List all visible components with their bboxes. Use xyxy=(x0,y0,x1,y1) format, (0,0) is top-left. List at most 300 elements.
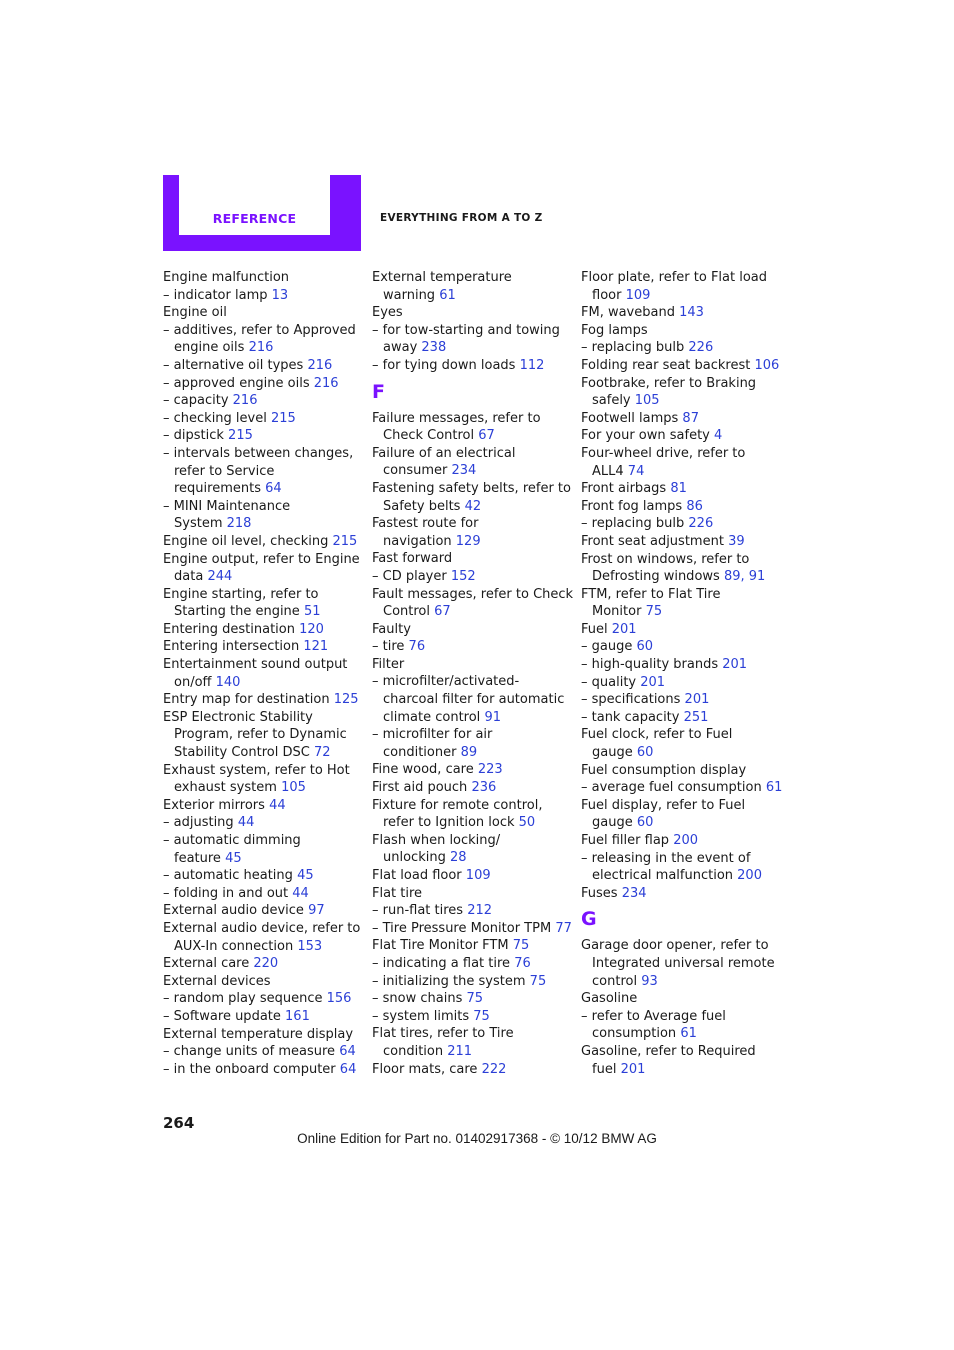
index-entry xyxy=(163,410,363,428)
index-entry xyxy=(372,814,572,832)
index-entry xyxy=(581,674,781,692)
page-reference-link[interactable]: 89, 91 xyxy=(723,569,766,585)
index-entry xyxy=(163,322,363,340)
page-reference-link[interactable]: 244 xyxy=(207,569,233,585)
index-entry xyxy=(372,480,572,498)
index-entry xyxy=(163,1061,363,1079)
index-entry xyxy=(163,269,363,287)
index-entry-text: unlocking xyxy=(383,850,446,866)
index-entry-text: Front fog lamps xyxy=(581,498,683,514)
index-entry-text: Monitor xyxy=(592,604,642,620)
index-entry xyxy=(372,779,572,797)
index-entry xyxy=(581,832,781,850)
index-entry-text: – tank capacity xyxy=(581,709,680,725)
index-entry-text: Eyes xyxy=(372,305,403,321)
index-entry xyxy=(581,1025,781,1043)
index-entry xyxy=(372,638,572,656)
index-entry xyxy=(372,410,572,428)
index-entry xyxy=(581,621,781,639)
index-entry xyxy=(372,427,572,445)
index-entry-text: – approved engine oils xyxy=(163,375,310,391)
index-entry xyxy=(163,586,363,604)
index-entry-text: safely xyxy=(592,393,631,409)
index-entry-text: Garage door opener, refer to xyxy=(581,938,769,954)
index-entry-text: Flat Tire Monitor FTM xyxy=(372,938,509,954)
index-entry-text: – snow chains xyxy=(372,991,463,1007)
index-entry xyxy=(163,1026,363,1044)
page-reference-link[interactable]: 201 xyxy=(640,674,666,690)
page-reference-link[interactable]: 50 xyxy=(518,815,536,831)
index-entry-text: Footwell lamps xyxy=(581,410,679,426)
page-reference-link[interactable]: 42 xyxy=(464,498,482,514)
index-entry-text: Front seat adjustment xyxy=(581,533,724,549)
page-reference-link[interactable]: 234 xyxy=(621,885,647,901)
index-entry-text: Defrosting windows xyxy=(592,569,720,585)
index-entry-text: ESP Electronic Stability xyxy=(163,709,313,725)
index-entry xyxy=(581,1008,781,1026)
index-entry xyxy=(581,990,781,1008)
index-entry xyxy=(163,920,363,938)
index-entry-text: – average fuel consumption xyxy=(581,780,762,796)
index-entry-text: Engine starting, refer to xyxy=(163,586,319,602)
page-reference-link[interactable]: 251 xyxy=(683,709,709,725)
index-entry-text: condition xyxy=(383,1043,444,1059)
page-reference-link[interactable]: 234 xyxy=(451,463,477,479)
page-reference-link[interactable]: 201 xyxy=(620,1061,646,1077)
page-reference-link[interactable]: 200 xyxy=(737,868,762,884)
index-entry xyxy=(581,269,781,287)
index-entry xyxy=(372,849,572,867)
index-entry xyxy=(581,322,781,340)
index-entry-text: – gauge xyxy=(581,639,633,655)
index-entry xyxy=(581,480,781,498)
index-entry xyxy=(581,779,781,797)
index-entry xyxy=(581,445,781,463)
index-entry-text: consumption xyxy=(592,1026,677,1042)
page-reference-link[interactable]: 238 xyxy=(421,340,447,356)
page-reference-link[interactable]: 153 xyxy=(297,938,323,954)
index-entry-text: – dipstick xyxy=(163,428,224,444)
page-reference-link[interactable]: 215 xyxy=(270,410,296,426)
index-entry xyxy=(163,955,363,973)
index-entry-text: Engine oil xyxy=(163,305,227,321)
page-reference-link[interactable]: 109 xyxy=(625,287,651,303)
page-reference-link[interactable]: 215 xyxy=(228,428,253,444)
index-entry xyxy=(581,762,781,780)
index-entry xyxy=(163,779,363,797)
page-reference-link[interactable]: 13 xyxy=(271,287,289,303)
index-entry-text: – automatic dimming xyxy=(163,833,301,848)
page-reference-link[interactable]: 61 xyxy=(765,780,783,796)
page-reference-link[interactable]: 86 xyxy=(686,498,703,514)
index-entry-text: Folding rear seat backrest xyxy=(581,357,751,373)
index-entry xyxy=(372,832,572,850)
index-entry xyxy=(163,551,363,569)
index-entry xyxy=(581,638,781,656)
index-entry xyxy=(581,726,781,744)
page-reference-link[interactable]: 76 xyxy=(514,955,531,971)
index-entry xyxy=(372,287,572,305)
page-reference-link[interactable]: 4 xyxy=(714,428,723,444)
index-entry-text: – automatic heating xyxy=(163,868,293,884)
index-entry xyxy=(372,586,572,604)
index-column-3 xyxy=(581,269,781,1078)
index-entry-text: – Tire Pressure Monitor TPM xyxy=(372,920,552,936)
index-entry-text: Entry map for destination xyxy=(163,692,330,708)
index-entry-text: Fault messages, refer to Check xyxy=(372,586,574,602)
page-reference-link[interactable]: 61 xyxy=(439,287,456,303)
page-reference-link[interactable]: 222 xyxy=(481,1061,507,1077)
page-reference-link[interactable]: 223 xyxy=(477,762,503,778)
index-entry-text: refer to Ignition lock xyxy=(383,815,515,831)
index-entry-text: Fuel xyxy=(581,621,608,637)
page-reference-link[interactable]: 76 xyxy=(408,639,426,655)
index-entry-text: – microfilter/activated- xyxy=(372,674,520,690)
index-entry xyxy=(372,656,572,674)
page-reference-link[interactable]: 89 xyxy=(460,744,478,760)
index-entry xyxy=(372,568,572,586)
page-reference-link[interactable]: 201 xyxy=(611,621,637,637)
index-entry xyxy=(372,709,572,727)
index-entry-text: warning xyxy=(383,287,436,303)
index-entry xyxy=(372,1008,572,1026)
chapter-title: EVERYTHING FROM A TO Z xyxy=(380,212,543,224)
index-entry xyxy=(372,462,572,480)
page-reference-link[interactable]: 143 xyxy=(679,305,704,321)
index-entry-text: Fuel display, refer to Fuel xyxy=(581,797,746,813)
index-entry-text: Flat tires, refer to Tire xyxy=(372,1026,514,1042)
index-entry-text: data xyxy=(174,569,204,585)
index-entry-text: – run-flat tires xyxy=(372,903,464,919)
index-entry-text: – checking level xyxy=(163,410,267,426)
index-entry-text: – folding in and out xyxy=(163,885,289,901)
index-entry-text: Flat load floor xyxy=(372,868,462,883)
index-entry-text: exhaust system xyxy=(174,780,277,796)
index-entry xyxy=(372,726,572,744)
index-entry-text: Fuel filler flap xyxy=(581,833,670,848)
index-entry-text: – intervals between changes, xyxy=(163,445,354,461)
page-reference-link[interactable]: 216 xyxy=(232,393,258,409)
index-entry-text: conditioner xyxy=(383,744,457,760)
index-entry-text: Program, refer to Dynamic xyxy=(174,727,347,743)
index-entry-text: requirements xyxy=(174,481,261,497)
section-tab-inner xyxy=(179,175,330,235)
page-reference-link[interactable]: 64 xyxy=(265,481,282,497)
index-entry-text: – replacing bulb xyxy=(581,516,685,532)
index-entry-text: – CD player xyxy=(372,568,447,584)
index-entry-text: – tire xyxy=(372,639,405,655)
page-reference-link[interactable]: 93 xyxy=(641,973,658,989)
index-entry xyxy=(372,973,572,991)
page-reference-link[interactable]: 44 xyxy=(269,797,286,813)
page-number: 264 xyxy=(163,1114,195,1132)
index-entry xyxy=(581,1043,781,1061)
index-entry-text: Fog lamps xyxy=(581,322,648,338)
index-entry xyxy=(372,867,572,885)
index-entry xyxy=(163,568,363,586)
page-reference-link[interactable]: 215 xyxy=(332,533,358,549)
index-entry xyxy=(372,920,572,938)
index-entry-text: Frost on windows, refer to xyxy=(581,551,750,567)
page-reference-link[interactable]: 45 xyxy=(297,868,314,884)
page-reference-link[interactable]: 152 xyxy=(450,568,476,584)
page-reference-link[interactable]: 64 xyxy=(339,1061,357,1077)
index-entry-text: Footbrake, refer to Braking xyxy=(581,375,757,391)
index-entry xyxy=(163,814,363,832)
index-entry xyxy=(372,621,572,639)
index-entry xyxy=(581,568,781,586)
page-reference-link[interactable]: 75 xyxy=(473,1008,490,1024)
index-entry xyxy=(372,1061,572,1079)
page-reference-link[interactable]: 121 xyxy=(303,639,329,655)
index-entry xyxy=(581,427,781,445)
page-reference-link[interactable]: 44 xyxy=(237,815,255,831)
index-entry-text: Fuel consumption display xyxy=(581,762,747,778)
index-entry-text: Flat tire xyxy=(372,885,423,901)
page-reference-link[interactable]: 212 xyxy=(467,903,493,919)
index-entry xyxy=(581,515,781,533)
index-entry-text: Engine output, refer to Engine xyxy=(163,551,360,567)
index-entry xyxy=(163,533,363,551)
page-reference-link[interactable]: 201 xyxy=(722,657,748,673)
index-entry-text: – indicator lamp xyxy=(163,287,268,303)
page-reference-link[interactable]: 211 xyxy=(447,1043,473,1059)
index-entry-text: – alternative oil types xyxy=(163,357,304,373)
index-entry xyxy=(581,814,781,832)
page-reference-link[interactable]: 44 xyxy=(292,885,309,901)
index-entry xyxy=(581,850,781,868)
page-reference-link[interactable]: 60 xyxy=(636,745,654,761)
page-reference-link[interactable]: 120 xyxy=(299,621,324,637)
index-entry-text: Floor plate, refer to Flat load xyxy=(581,270,768,285)
index-entry xyxy=(581,287,781,305)
index-entry xyxy=(163,621,363,639)
index-entry-text: Exhaust system, refer to Hot xyxy=(163,762,350,778)
index-entry xyxy=(372,269,572,287)
index-entry-text: ALL4 xyxy=(592,463,624,479)
index-entry xyxy=(163,339,363,357)
page-reference-link[interactable]: 51 xyxy=(303,604,321,620)
page-reference-link[interactable]: 60 xyxy=(636,815,654,831)
index-entry-text: – MINI Maintenance xyxy=(163,498,291,514)
page-reference-link[interactable]: 39 xyxy=(728,533,745,549)
index-entry xyxy=(581,304,781,322)
index-entry-text: External care xyxy=(163,956,250,972)
index-entry xyxy=(163,638,363,656)
index-entry xyxy=(163,797,363,815)
index-entry xyxy=(163,674,363,692)
index-entry-text: Fixture for remote control, xyxy=(372,797,543,813)
index-entry xyxy=(163,463,363,481)
page-reference-link[interactable]: 60 xyxy=(636,639,654,655)
index-entry-text: – capacity xyxy=(163,393,229,409)
page-reference-link[interactable]: 67 xyxy=(478,428,495,444)
index-entry xyxy=(372,550,572,568)
page-reference-link[interactable]: 200 xyxy=(673,833,699,848)
index-entry xyxy=(581,709,781,727)
index-entry-text: fuel xyxy=(592,1061,617,1077)
page-reference-link[interactable]: 112 xyxy=(519,357,545,373)
page-reference-link[interactable]: 64 xyxy=(339,1044,356,1060)
index-entry xyxy=(581,533,781,551)
index-entry xyxy=(163,1008,363,1026)
index-letter-heading: G xyxy=(581,908,597,931)
index-entry xyxy=(163,885,363,903)
section-label: REFERENCE xyxy=(212,211,297,226)
index-entry xyxy=(372,357,572,375)
index-entry xyxy=(163,357,363,375)
page-reference-link[interactable]: 125 xyxy=(333,692,359,708)
page-reference-link[interactable]: 201 xyxy=(684,692,710,708)
page-reference-link[interactable]: 91 xyxy=(484,709,501,725)
index-entry-text: control xyxy=(592,973,638,989)
index-entry-text: First aid pouch xyxy=(372,780,468,796)
index-entry-text: Filter xyxy=(372,656,405,672)
page-reference-link[interactable]: 236 xyxy=(471,780,497,796)
index-entry-text: External temperature xyxy=(372,270,512,285)
index-entry-text: – quality xyxy=(581,674,637,690)
index-entry xyxy=(163,498,363,516)
index-entry-text: – releasing in the event of xyxy=(581,850,751,866)
index-entry xyxy=(163,603,363,621)
index-entry xyxy=(372,304,572,322)
index-entry-text: Integrated universal remote xyxy=(592,955,775,971)
index-entry xyxy=(372,673,572,691)
index-entry xyxy=(163,287,363,305)
index-entry xyxy=(163,515,363,533)
index-entry-text: gauge xyxy=(592,745,633,761)
index-entry xyxy=(163,832,363,850)
index-entry-text: – microfilter for air xyxy=(372,727,493,743)
index-entry-text: Stability Control DSC xyxy=(174,745,310,761)
index-entry xyxy=(163,709,363,727)
page-reference-link[interactable]: 109 xyxy=(465,868,491,883)
index-entry-text: charcoal filter for automatic xyxy=(383,692,565,708)
index-entry-text: – refer to Average fuel xyxy=(581,1008,726,1024)
index-entry xyxy=(163,762,363,780)
index-entry-text: Gasoline, refer to Required xyxy=(581,1043,756,1059)
index-entry xyxy=(372,1025,572,1043)
index-entry xyxy=(163,304,363,322)
index-column-1 xyxy=(163,269,363,1078)
index-entry xyxy=(372,761,572,779)
index-entry-text: External temperature display xyxy=(163,1026,354,1042)
page-reference-link[interactable]: 72 xyxy=(313,745,331,761)
index-entry-text: – system limits xyxy=(372,1008,470,1024)
index-entry xyxy=(581,551,781,569)
index-entry-text: Entering destination xyxy=(163,621,295,637)
page-reference-link[interactable]: 75 xyxy=(512,938,530,954)
index-entry-text: – in the onboard computer xyxy=(163,1061,336,1077)
index-entry xyxy=(163,691,363,709)
index-entry-text: consumer xyxy=(383,463,448,479)
index-entry xyxy=(163,1043,363,1061)
index-letter-heading: F xyxy=(372,380,385,403)
index-entry-text: Safety belts xyxy=(383,498,461,514)
index-entry-text: – high-quality brands xyxy=(581,657,719,673)
page-reference-link[interactable]: 226 xyxy=(688,516,714,532)
page-reference-link[interactable]: 87 xyxy=(682,410,699,426)
index-entry-text: Front airbags xyxy=(581,481,667,497)
index-entry xyxy=(581,867,781,885)
page-reference-link[interactable]: 129 xyxy=(455,533,481,549)
index-column-2 xyxy=(372,269,572,1078)
index-entry xyxy=(163,726,363,744)
index-entry xyxy=(163,392,363,410)
index-entry-text: – for tow-starting and towing xyxy=(372,322,560,338)
page-reference-link[interactable]: 156 xyxy=(326,991,352,1007)
index-entry-text: on/off xyxy=(174,674,212,690)
index-entry xyxy=(581,656,781,674)
page-reference-link[interactable]: 97 xyxy=(308,903,325,919)
page-reference-link[interactable]: 140 xyxy=(215,674,241,690)
index-entry xyxy=(163,375,363,393)
index-entry-text: AUX-In connection xyxy=(174,938,294,954)
index-entry xyxy=(581,691,781,709)
index-entry xyxy=(163,656,363,674)
index-entry-text: – for tying down loads xyxy=(372,357,516,373)
page-reference-link[interactable]: 75 xyxy=(645,604,663,620)
index-entry-text: Failure of an electrical xyxy=(372,445,516,461)
page-reference-link[interactable]: 161 xyxy=(285,1008,310,1024)
index-entry-text: Engine oil level, checking xyxy=(163,533,329,549)
index-entry-text: – additives, refer to Approved xyxy=(163,322,356,338)
index-entry xyxy=(163,990,363,1008)
page-reference-link[interactable]: 216 xyxy=(307,357,333,373)
index-entry xyxy=(581,603,781,621)
index-entry-text: – specifications xyxy=(581,692,681,708)
index-entry-text: Failure messages, refer to xyxy=(372,410,541,426)
page-reference-link[interactable]: 45 xyxy=(225,850,242,866)
page-reference-link[interactable]: 61 xyxy=(680,1026,697,1042)
page-reference-link[interactable]: 28 xyxy=(449,850,467,866)
index-entry xyxy=(163,744,363,762)
index-entry xyxy=(163,867,363,885)
index-entry-text: FM, waveband xyxy=(581,305,675,321)
index-entry xyxy=(581,955,781,973)
index-entry-text: System xyxy=(174,516,223,532)
index-entry-text: electrical malfunction xyxy=(592,868,734,884)
index-entry xyxy=(581,463,781,481)
page-reference-link[interactable]: 74 xyxy=(627,463,645,479)
index-entry xyxy=(163,938,363,956)
page-reference-link[interactable]: 218 xyxy=(226,516,252,532)
page-reference-link[interactable]: 75 xyxy=(466,991,484,1007)
index-entry-text: Check Control xyxy=(383,428,475,444)
page-reference-link[interactable]: 216 xyxy=(248,340,274,356)
index-entry-text: Floor mats, care xyxy=(372,1061,478,1077)
page-reference-link[interactable]: 77 xyxy=(555,920,572,936)
index-entry-text: – replacing bulb xyxy=(581,340,685,356)
index-entry xyxy=(581,375,781,393)
page-reference-link[interactable]: 81 xyxy=(670,481,687,497)
page-reference-link[interactable]: 226 xyxy=(688,340,714,356)
index-entry xyxy=(581,392,781,410)
page-reference-link[interactable]: 216 xyxy=(313,375,339,391)
index-entry xyxy=(372,322,572,340)
index-entry-text: – adjusting xyxy=(163,815,234,831)
index-entry xyxy=(372,902,572,920)
page-reference-link[interactable]: 67 xyxy=(434,604,451,620)
page-reference-link[interactable]: 220 xyxy=(253,956,279,972)
index-entry-text: navigation xyxy=(383,533,452,549)
page-reference-link[interactable]: 106 xyxy=(754,357,780,373)
index-entry-text: Control xyxy=(383,604,430,620)
index-entry-text: Fast forward xyxy=(372,551,453,567)
page-reference-link[interactable]: 105 xyxy=(281,780,306,796)
page-reference-link[interactable]: 75 xyxy=(529,973,547,989)
page-reference-link[interactable]: 105 xyxy=(634,393,660,409)
